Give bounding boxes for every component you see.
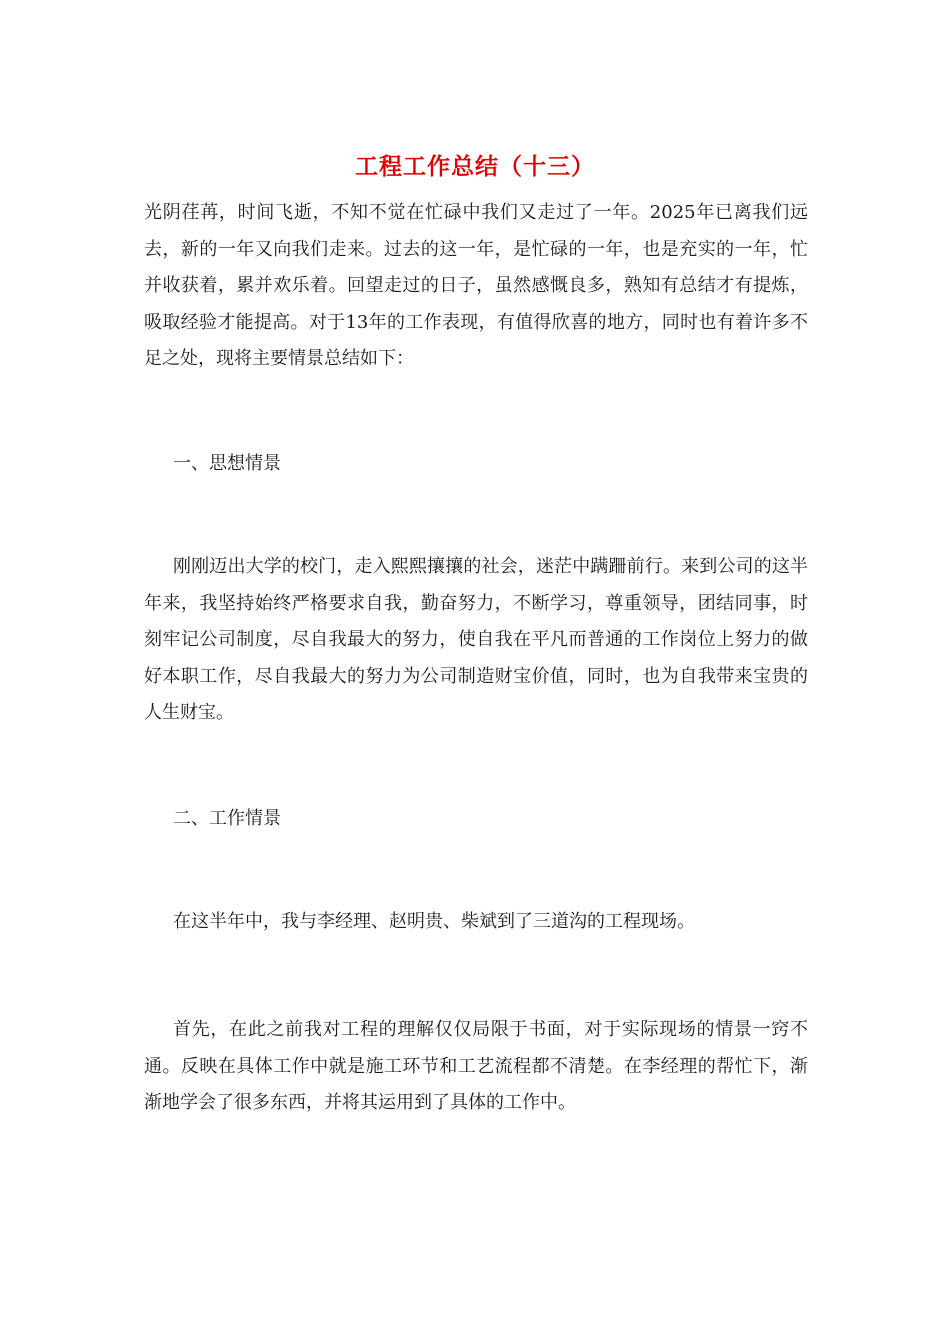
intro-paragraph: 光阴荏苒，时间飞逝，不知不觉在忙碌中我们又走过了一年。2025年已离我们远去，新的一年又向我们走来。过去的这一年，是忙碌的一年，也是充实的一年，忙并收获着，累并欢乐着。回望走过的日子，虽然感慨良多，熟知有总结才有提炼，吸取经验才能提高。对于13年的工作表现，有值得欣喜的地方，同时也有着许多不足之处，现将主要情景总结如下：: [144, 202, 808, 369]
section-heading-thought: 一、思想情景: [173, 453, 281, 474]
document-title: 工程工作总结（十三）: [355, 153, 595, 180]
section-thought-paragraph: 刚刚迈出大学的校门，走入熙熙攘攘的社会，迷茫中蹒跚前行。来到公司的这半年来，我坚持始终严格要求自我，勤奋努力，不断学习，尊重领导，团结同事，时刻牢记公司制度，尽自我最大的努力，使自我在平凡而普通的工作岗位上努力的做好本职工作，尽自我最大的努力为公司制造财宝价值，同时，也为自我带来宝贵的人生财宝。: [144, 556, 808, 723]
section-heading-work: 二、工作情景: [173, 808, 281, 829]
work-paragraph-2: 首先，在此之前我对工程的理解仅仅局限于书面，对于实际现场的情景一窍不通。反映在具体工作中就是施工环节和工艺流程都不清楚。在李经理的帮忙下，渐渐地学会了很多东西，并将其运用到了具体的工作中。: [144, 1019, 808, 1113]
work-paragraph-1: 在这半年中，我与李经理、赵明贵、柴斌到了三道沟的工程现场。: [173, 911, 695, 932]
